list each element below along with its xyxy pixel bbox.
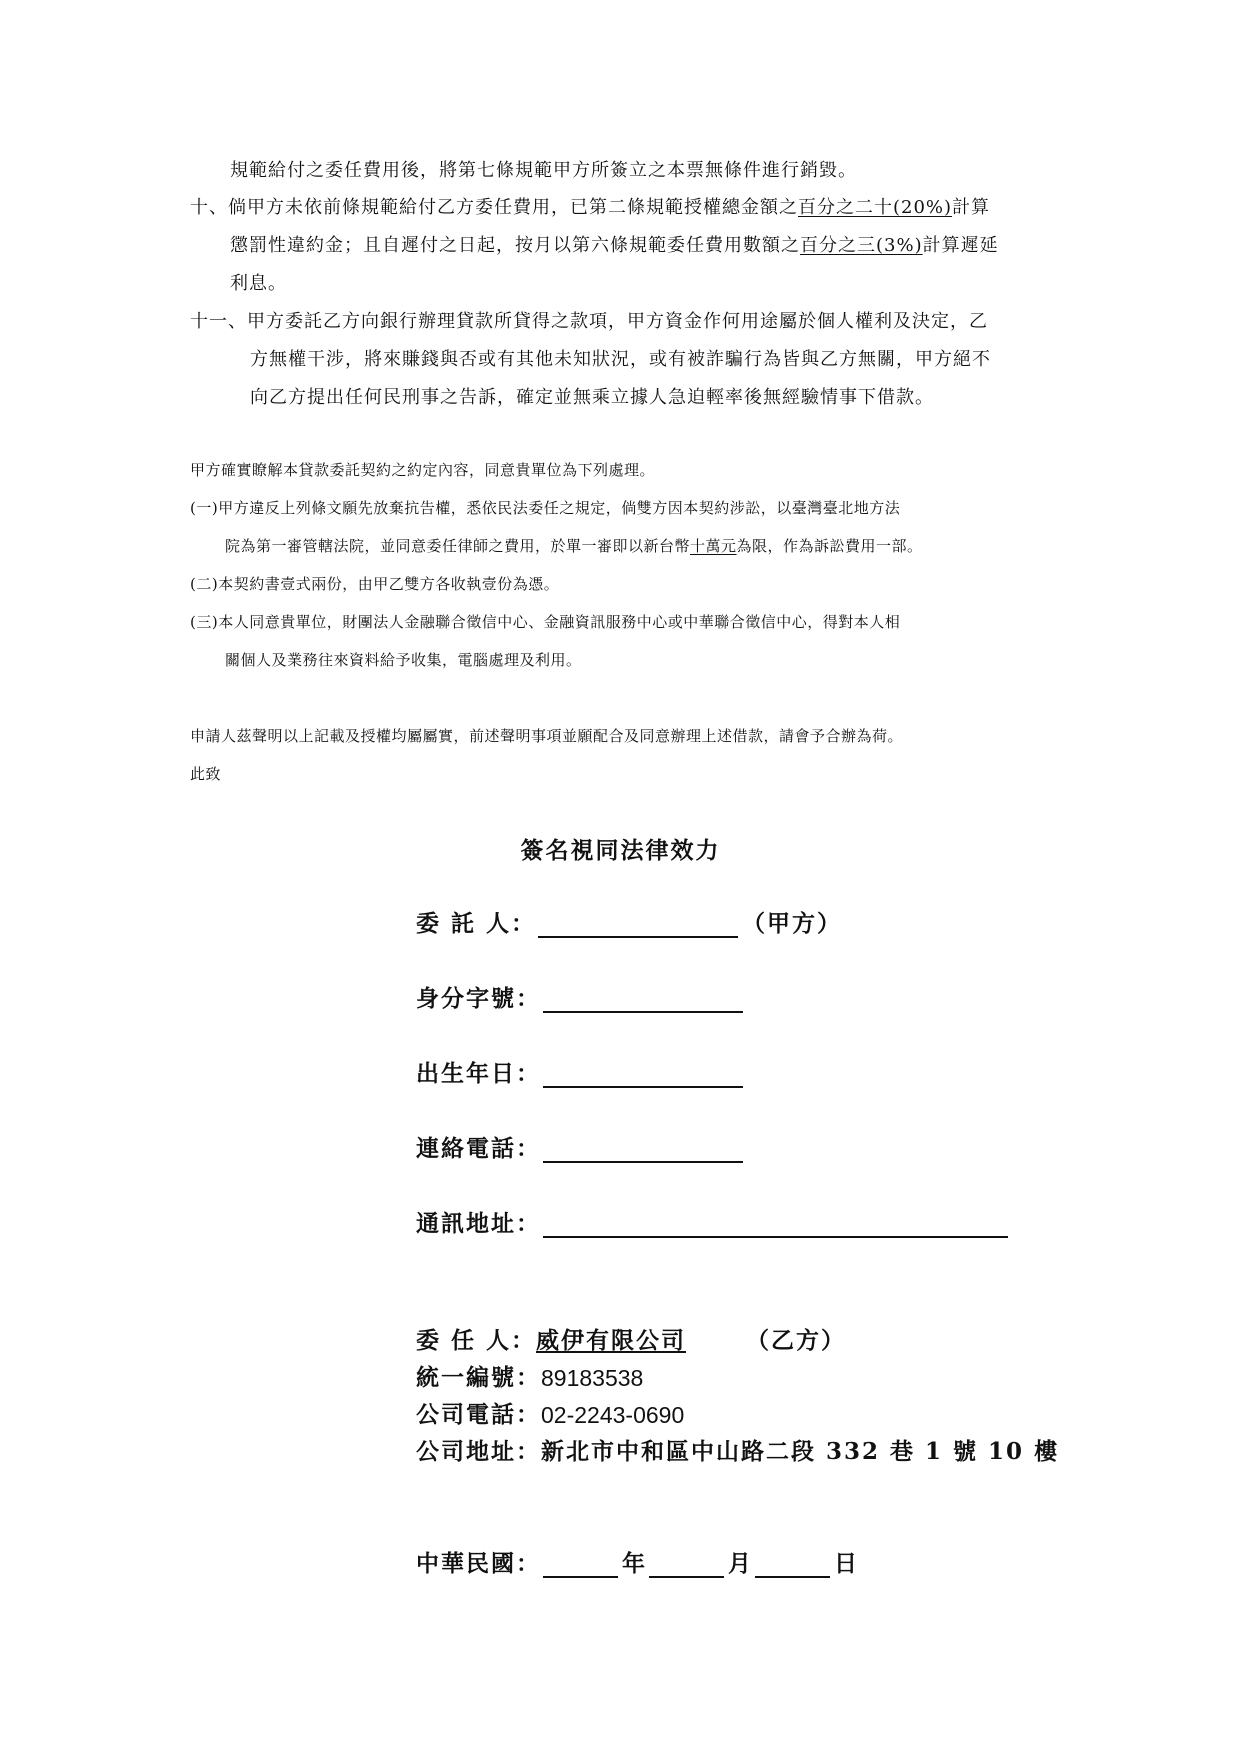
date-label: 中華民國： bbox=[416, 1550, 541, 1577]
address-label: 通訊地址： bbox=[416, 1210, 541, 1237]
tax-id-value: 89183538 bbox=[541, 1365, 644, 1391]
principal-row bbox=[416, 905, 842, 938]
interest-rate: 百分之三(3%) bbox=[800, 235, 923, 256]
id-row bbox=[416, 980, 747, 1013]
clause-9-continuation: 規範給付之委任費用後，將第七條規範甲方所簽立之本票無條件進行銷毀。 bbox=[230, 160, 857, 181]
id-number-blank[interactable] bbox=[543, 985, 743, 1013]
terms-item-2: (二)本契約書壹式兩份，由甲乙雙方各收執壹份為憑。 bbox=[190, 575, 560, 593]
agent-company-name: 威伊有限公司 bbox=[536, 1327, 687, 1354]
principal-name-blank[interactable] bbox=[538, 910, 738, 938]
agent-tax-id-row bbox=[416, 1359, 643, 1392]
date-row bbox=[416, 1545, 859, 1578]
terms-item-1-line-1: (一)甲方違反上列條文願先放棄抗告權，悉依民法委任之規定，倘雙方因本契約涉訟，以臺灣臺北地方法 bbox=[190, 499, 901, 517]
clause-10-line-1 bbox=[190, 193, 990, 219]
terms-text: 為限，作為訴訟費用一部。 bbox=[736, 537, 923, 555]
terms-text: 院為第一審管轄法院，並同意委任律師之費用，於單一審即以新台幣 bbox=[225, 537, 691, 555]
clause-11-line-1: 十一、甲方委託乙方向銀行辦理貸款所貸得之款項，甲方資金作何用途屬於個人權利及決定，乙 bbox=[190, 311, 988, 332]
company-phone-label: 公司電話： bbox=[416, 1401, 541, 1428]
agent-address-row bbox=[416, 1433, 1059, 1466]
terms-item-3-line-1: (三)本人同意貴單位，財團法人金融聯合徵信中心、金融資訊服務中心或中華聯合徵信中心，得對本人相 bbox=[190, 613, 901, 631]
clause-11-line-2: 方無權干涉，將來賺錢與否或有其他未知狀況，或有被詐騙行為皆與乙方無關，甲方絕不 bbox=[250, 349, 991, 370]
declaration-text: 申請人茲聲明以上記載及授權均屬屬實，前述聲明事項並願配合及同意辦理上述借款，請會予合辦為荷。 bbox=[190, 727, 904, 745]
birth-row bbox=[416, 1055, 747, 1088]
year-label: 年 bbox=[622, 1550, 647, 1577]
terms-item-1-line-2 bbox=[225, 535, 923, 556]
address-blank[interactable] bbox=[543, 1210, 1008, 1238]
year-blank[interactable] bbox=[543, 1550, 618, 1578]
declaration-closing: 此致 bbox=[190, 765, 222, 783]
birth-label: 出生年日： bbox=[416, 1060, 541, 1087]
company-address-value: 新北市中和區中山路二段 332 巷 1 號 10 樓 bbox=[541, 1438, 1060, 1465]
day-blank[interactable] bbox=[755, 1550, 830, 1578]
clause-10-text: 計算 bbox=[952, 197, 991, 218]
clause-10-text: 懲罰性違約金；且自遲付之日起，按月以第六條規範委任費用數額之 bbox=[230, 235, 800, 256]
month-blank[interactable] bbox=[649, 1550, 724, 1578]
phone-blank[interactable] bbox=[543, 1135, 743, 1163]
agent-suffix: （乙方） bbox=[746, 1327, 847, 1354]
signature-title: 簽名視同法律效力 bbox=[520, 837, 721, 864]
clause-11-line-3: 向乙方提出任何民刑事之告訴，確定並無乘立據人急迫輕率後無經驗情事下借款。 bbox=[250, 387, 934, 408]
agent-row bbox=[416, 1322, 846, 1355]
clause-10-text: 計算遲延 bbox=[922, 235, 999, 256]
principal-label: 委 託 人： bbox=[416, 910, 537, 937]
company-phone-value: 02-2243-0690 bbox=[541, 1402, 685, 1428]
birth-date-blank[interactable] bbox=[543, 1060, 743, 1088]
month-label: 月 bbox=[728, 1550, 753, 1577]
agent-phone-row bbox=[416, 1396, 684, 1429]
tax-id-label: 統一編號： bbox=[416, 1364, 541, 1391]
phone-label: 連絡電話： bbox=[416, 1135, 541, 1162]
terms-intro: 甲方確實瞭解本貸款委託契約之約定內容，同意貴單位為下列處理。 bbox=[190, 461, 656, 479]
terms-item-3-line-2: 關個人及業務往來資料給予收集，電腦處理及利用。 bbox=[225, 651, 582, 669]
address-row bbox=[416, 1205, 1012, 1238]
principal-suffix: （甲方） bbox=[742, 910, 843, 937]
id-label: 身分字號： bbox=[416, 985, 541, 1012]
agent-label: 委 任 人： bbox=[416, 1327, 537, 1354]
company-address-label: 公司地址： bbox=[416, 1438, 541, 1465]
penalty-rate: 百分之二十(20%) bbox=[798, 197, 953, 218]
legal-fee-cap: 十萬元 bbox=[690, 537, 737, 555]
clause-10-line-2 bbox=[230, 231, 999, 257]
day-label: 日 bbox=[834, 1550, 859, 1577]
clause-10-text: 十、倘甲方未依前條規範給付乙方委任費用，已第二條規範授權總金額之 bbox=[190, 197, 798, 218]
clause-10-line-3: 利息。 bbox=[230, 273, 287, 294]
phone-row bbox=[416, 1130, 747, 1163]
